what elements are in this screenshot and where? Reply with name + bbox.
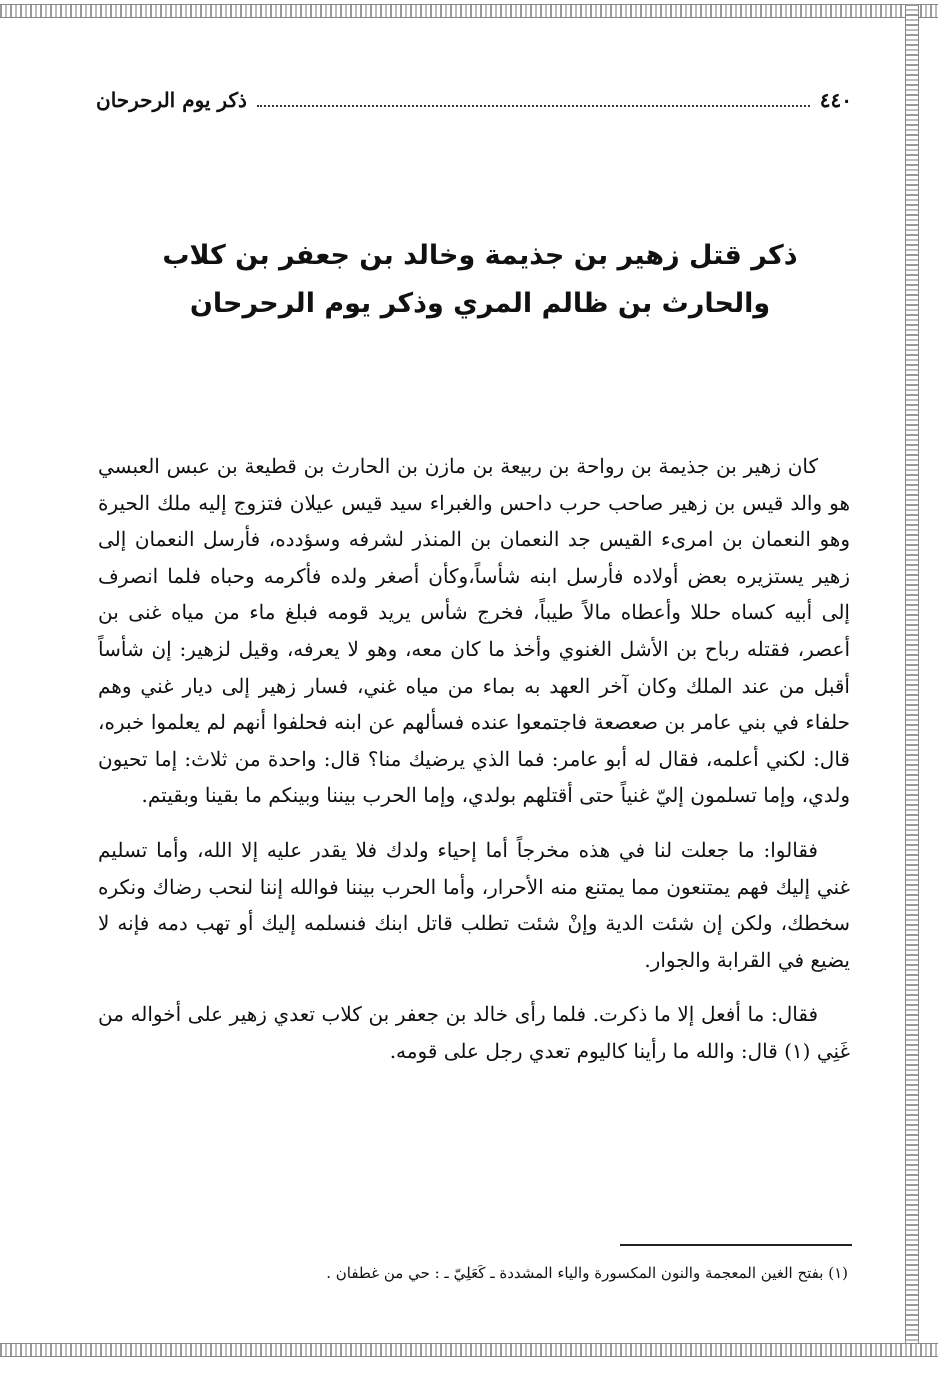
chapter-title-line-2: والحارث بن ظالم المري وذكر يوم الرحرحان [189,288,771,319]
running-title: ذكر يوم الرحرحان [96,88,247,112]
header-dotted-leader [257,105,810,107]
footnote: (١) بفتح الغين المعجمة والنون المكسورة والياء المشددة ـ كَعَلِيّ ـ : حي من غطفان . [326,1264,848,1282]
paragraph: فقالوا: ما جعلت لنا في هذه مخرجاً أما إحياء ولدك فلا يقدر عليه إلا الله، وأما تسليم غني إليك فهم يمتنعون مما يمتنع منه الأحرار، وأما الحرب بيننا فوالله إننا لنحب رضاك ونكره سخطك، ولكن إن شئت الدية وإنْ شئت تطلب قاتل ابنك فنسلمه إليك أو تهب دمه فإنه لا يضيع في القرابة والجوار. [98,837,850,972]
paragraph: فقال: ما أفعل إلا ما ذكرت. فلما رأى خالد بن جعفر بن كلاب تعدي زهير على أخواله من غَنِي (١) قال: والله ما رأينا كاليوم تعدي رجل على قومه. [98,1002,850,1063]
running-header [96,82,852,118]
chapter-title [120,232,840,328]
ornamental-border-bottom [0,1343,938,1357]
ornamental-border-top [0,4,938,18]
ornamental-border-right [905,4,919,1357]
paragraph: كان زهير بن جذيمة بن رواحة بن ربيعة بن مازن بن الحارث بن قطيعة بن عبس العبسي هو والد قيس بن زهير صاحب حرب داحس والغبراء سيد قيس عيلان فتزوج إليه ملك الحيرة وهو النعمان بن امرىء القيس جد النعمان بن المنذر لشرفه وسؤدده، فأرسل النعمان إلى زهير يستزيره بعض أولاده فأرسل ابنه شأساً،وكأن أصغر ولده فأكرمه وحباه فلما انصرف إلى أبيه كساه حللا وأعطاه مالاً طيباً، فخرج شأس يريد قومه فبلغ ماء من مياه غنى بن أعصر، فقتله رباح بن الأشل الغنوي وأخذ ما كان معه، وهو لا يعرفه، وقيل لزهير: إن شأساً أقبل من عند الملك وكان آخر العهد به بماء من مياه غني، فسار زهير إلى ديار غني وهم حلفاء في بني عامر بن صعصعة فاجتمعوا عنده فسألهم عن ابنه فحلفوا أنهم لم يعلموا خبره، قال: لكني أعلمه، فقال له أبو عامر: فما الذي يرضيك منا؟ قال: واحدة من ثلاث: إما تحيون ولدي، وإما تسلمون إليّ غنياً حتى أقتلهم بولدي، وإما الحرب بيننا وبينكم ما بقينا وبقيتم. [98,454,850,808]
body-text [98,448,850,1088]
chapter-title-line-1: ذكر قتل زهير بن جذيمة وخالد بن جعفر بن كلاب [162,240,798,271]
page-number: ٤٤٠ [819,88,852,112]
footnote-separator [620,1244,852,1246]
